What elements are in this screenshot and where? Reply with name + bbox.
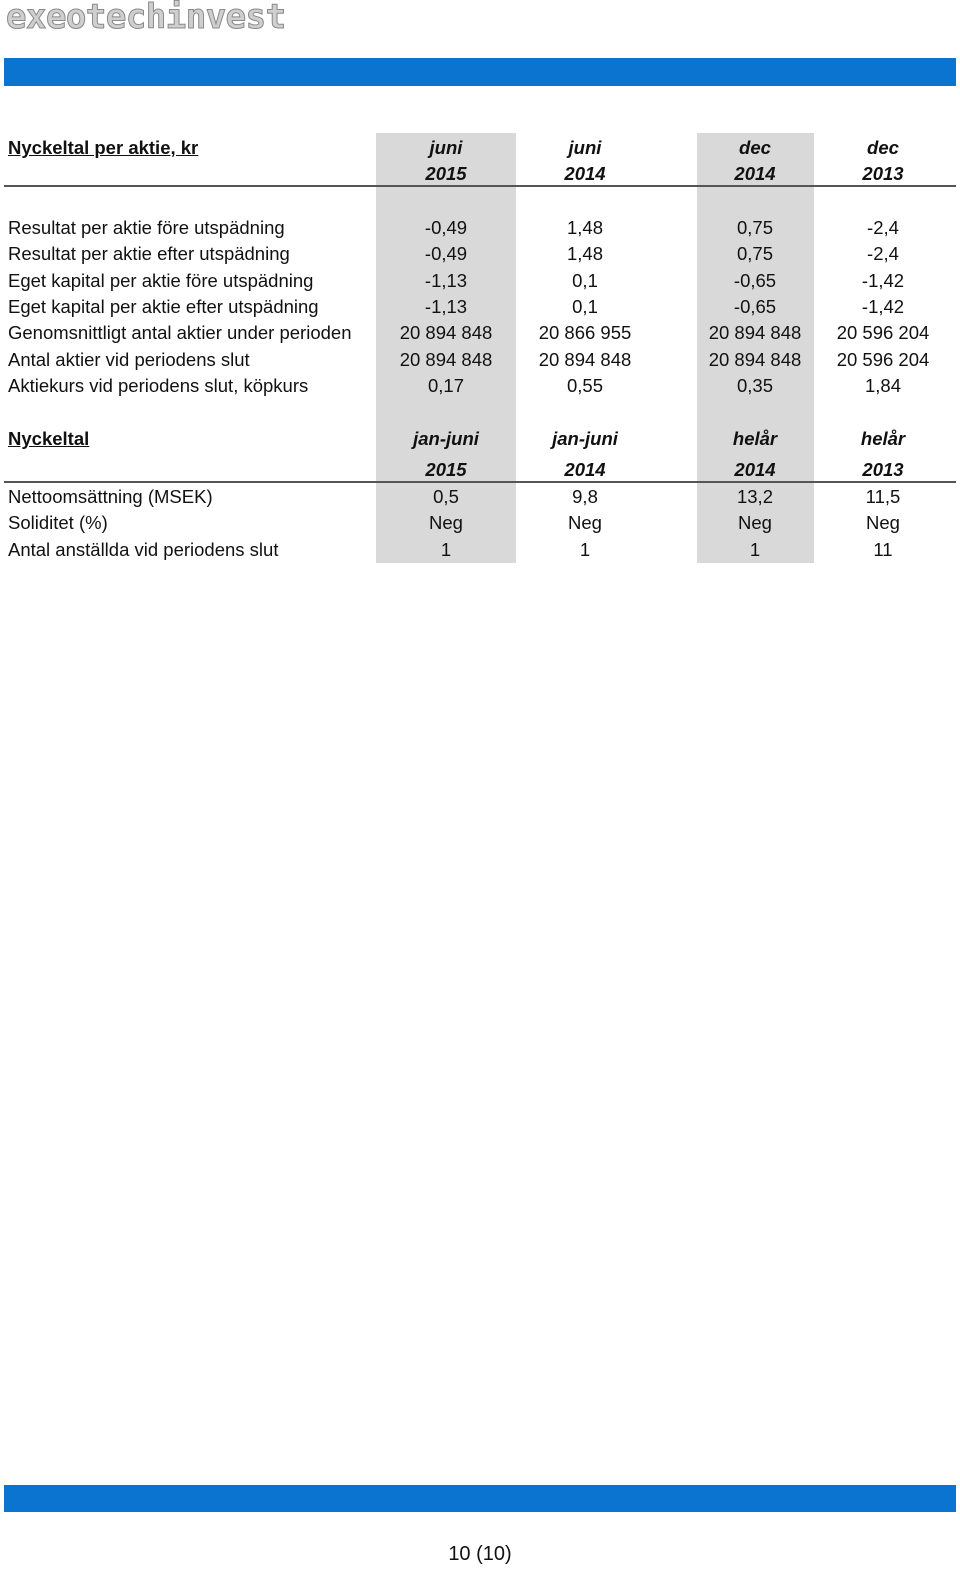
page-number: 10 (10) — [448, 1543, 512, 1565]
row-label: Aktiekurs vid periodens slut, köpkurs — [8, 374, 309, 396]
cell-value: -1,42 — [861, 295, 905, 317]
cell-value: Neg — [429, 512, 463, 534]
column-header-year: 2014 — [734, 459, 776, 480]
cell-value: 1,84 — [864, 374, 901, 396]
cell-value: 1,48 — [566, 217, 603, 238]
column-header-period: jan-juni — [413, 428, 479, 449]
cell-value: 20 596 204 — [836, 348, 930, 370]
cell-value: 0,75 — [736, 217, 773, 238]
header-rule — [4, 185, 956, 187]
cell-value: 13,2 — [736, 486, 773, 507]
row-label: Nettoomsättning (MSEK) — [8, 486, 213, 507]
cell-value: 20 894 848 — [399, 348, 493, 370]
row-label: Antal anställda vid periodens slut — [8, 538, 279, 560]
column-header-period: helår — [732, 428, 778, 449]
cell-value: 0,1 — [572, 295, 598, 317]
cell-value: 0,17 — [427, 374, 464, 396]
cell-value: -1,13 — [424, 295, 468, 317]
cell-value: -1,42 — [861, 269, 905, 291]
column-header-period: dec — [739, 137, 771, 158]
column-header-period: dec — [867, 137, 899, 158]
cell-value: 9,8 — [572, 486, 598, 507]
column-header-year: 2014 — [564, 459, 606, 480]
cell-value: 11 — [873, 538, 893, 560]
cell-value: 11,5 — [865, 486, 901, 507]
cell-value: -2,4 — [867, 243, 899, 265]
column-header-period: juni — [568, 137, 602, 158]
row-label: Eget kapital per aktie före utspädning — [8, 269, 314, 291]
footer-band — [4, 1485, 956, 1512]
row-label: Antal aktier vid periodens slut — [8, 348, 250, 370]
row-label: Soliditet (%) — [8, 512, 108, 534]
column-header-year: 2013 — [862, 459, 904, 480]
cell-value: 0,5 — [433, 486, 459, 507]
cell-value: Neg — [738, 512, 772, 534]
cell-value: -0,49 — [424, 217, 468, 238]
column-header-year: 2015 — [425, 163, 467, 184]
row-label: Genomsnittligt antal aktier under perioden — [8, 322, 352, 344]
cell-value: -0,65 — [733, 269, 777, 291]
column-header-year: 2015 — [425, 459, 467, 480]
column-header-year: 2014 — [564, 163, 606, 184]
cell-value: 0,1 — [572, 269, 598, 291]
cell-value: 20 894 848 — [399, 322, 493, 344]
company-logo: exeotechinvest — [6, 0, 286, 37]
cell-value: 1,48 — [566, 243, 603, 265]
cell-value: 20 596 204 — [836, 322, 930, 344]
row-label: Eget kapital per aktie efter utspädning — [8, 295, 319, 317]
cell-value: Neg — [568, 512, 602, 534]
cell-value: 0,35 — [736, 374, 773, 396]
cell-value: 0,55 — [566, 374, 603, 396]
cell-value: 1 — [440, 538, 452, 560]
cell-value: 20 866 955 — [538, 322, 632, 344]
row-label: Resultat per aktie före utspädning — [8, 217, 285, 238]
header-rule — [4, 481, 956, 483]
column-header-year: 2013 — [862, 163, 904, 184]
column-header-period: helår — [860, 428, 906, 449]
column-header-period: jan-juni — [552, 428, 618, 449]
cell-value: 0,75 — [736, 243, 773, 265]
cell-value: -0,49 — [424, 243, 468, 265]
header-band — [4, 58, 956, 86]
row-label: Resultat per aktie efter utspädning — [8, 243, 290, 265]
cell-value: Neg — [866, 512, 900, 534]
cell-value: -0,65 — [733, 295, 777, 317]
cell-value: 20 894 848 — [708, 322, 802, 344]
column-header-year: 2014 — [734, 163, 776, 184]
section-title: Nyckeltal — [8, 428, 90, 449]
cell-value: 20 894 848 — [708, 348, 802, 370]
cell-value: 1 — [749, 538, 761, 560]
cell-value: 20 894 848 — [538, 348, 632, 370]
cell-value: 1 — [579, 538, 591, 560]
column-header-period: juni — [429, 137, 463, 158]
cell-value: -1,13 — [424, 269, 468, 291]
section-title: Nyckeltal per aktie, kr — [8, 137, 199, 158]
cell-value: -2,4 — [867, 217, 899, 238]
